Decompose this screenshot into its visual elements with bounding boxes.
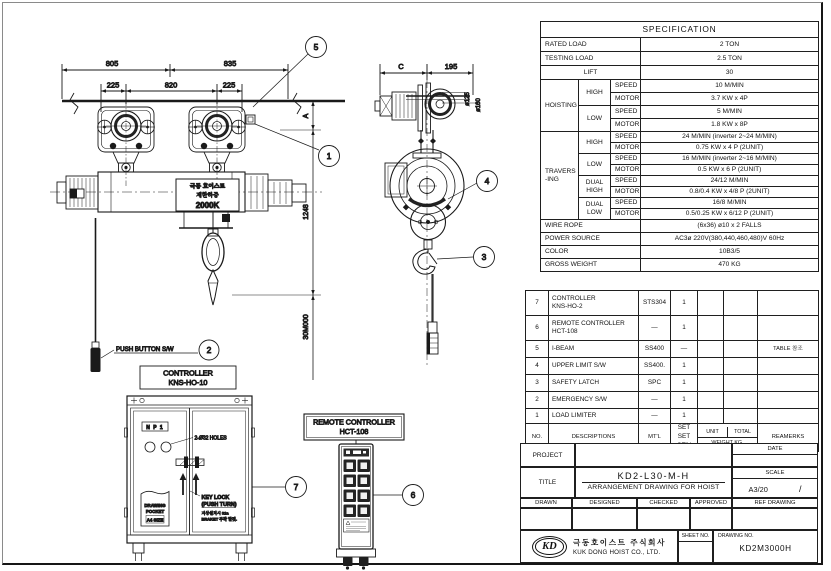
drawing-title-cell	[575, 467, 732, 498]
parts-row	[526, 341, 819, 358]
parts-unit-weight	[698, 409, 724, 424]
parts-description: I-BEAM	[549, 341, 639, 358]
controller-handle	[176, 457, 204, 469]
parts-material: —	[639, 409, 671, 424]
spec-cell: HIGH	[579, 80, 611, 106]
drawing-no-label: DRAWING NO.	[718, 533, 754, 539]
parts-total-weight	[724, 291, 758, 316]
front-dim-row-top	[62, 59, 288, 99]
remote-controller-detail	[293, 406, 426, 570]
controller-title-line2: KNS-HO-10	[168, 378, 208, 387]
remote-base	[337, 549, 376, 570]
drawn-label: DRAWN	[520, 498, 572, 508]
parts-total-weight	[724, 358, 758, 375]
parts-material: SS400.	[639, 358, 671, 375]
parts-row	[526, 392, 819, 409]
spec-cell: LOW	[579, 106, 611, 132]
dim-c: C	[398, 62, 404, 71]
spec-cell: 0.8/0.4 KW x 4/8 P (2UNIT)	[641, 187, 819, 198]
svg-text:5: 5	[313, 42, 319, 52]
parts-remark	[758, 392, 819, 409]
side-drum	[385, 149, 464, 223]
designed-signature	[572, 508, 637, 530]
controller-keylock	[180, 473, 237, 522]
svg-text:POCKET: POCKET	[145, 509, 165, 514]
parts-description: REMOTE CONTROLLER HCT-108	[549, 316, 639, 341]
keylock-line1: KEY LOCK	[201, 495, 230, 501]
spec-cell: 10 M/MIN	[641, 80, 819, 93]
spec-cell: TRAVERS -ING	[541, 132, 579, 220]
parts-unit-weight	[698, 392, 724, 409]
parts-total-weight	[724, 375, 758, 392]
spec-cell: 3.7 KW x 4P	[641, 93, 819, 106]
spec-cell: HOISTING	[541, 80, 579, 132]
parts-no: 6	[526, 316, 549, 341]
title-divider	[582, 482, 725, 483]
spec-cell: MOTOR	[611, 119, 641, 132]
drawing-no-value: KD2M3000H	[739, 544, 792, 553]
dim-835: 835	[223, 59, 237, 68]
hook-block	[179, 212, 233, 305]
controller-note-line1: 지상설치시 32a	[201, 510, 229, 516]
svg-text:DRAWING: DRAWING	[144, 503, 166, 508]
parts-total-weight	[724, 316, 758, 341]
date-cell	[732, 443, 818, 467]
balloon-3	[437, 247, 495, 268]
approved-label: APPROVED	[690, 498, 732, 508]
parts-material: STS304	[639, 291, 671, 316]
remote-title-line1: REMOTE CONTROLLER	[313, 417, 395, 427]
project-value	[575, 443, 732, 467]
side-pendant-cable	[427, 274, 438, 354]
spec-cell: 16/8 M/MIN	[641, 198, 819, 209]
dim-820: 820	[164, 80, 178, 90]
spec-cell: LOW	[579, 154, 611, 176]
spec-cell: HIGH	[579, 132, 611, 154]
checked-label: CHECKED	[637, 498, 690, 508]
spec-cell: SPEED	[611, 80, 641, 93]
controller-title-line1: CONTROLLER	[163, 368, 213, 378]
parts-description: SAFETY LATCH	[549, 375, 639, 392]
dim-225-left: 225	[106, 80, 120, 90]
remote-title-line2: HCT-108	[339, 427, 369, 436]
parts-description: EMERGENCY S/W	[549, 392, 639, 409]
parts-description: UPPER LIMIT S/W	[549, 358, 639, 375]
parts-header-remarks: REAMERKS	[758, 424, 819, 452]
spec-cell: MOTOR	[611, 187, 641, 198]
balloon-5	[253, 37, 327, 108]
spec-cell: 2.5 TON	[641, 52, 819, 66]
side-dim-row	[380, 62, 473, 95]
dim-1248: 1248	[303, 204, 310, 220]
parts-row	[526, 291, 819, 316]
controller-cabinet	[125, 396, 255, 561]
title-label: TITLE	[520, 467, 575, 498]
parts-header-desc: DESCRIPTIONS	[549, 424, 639, 452]
date-label: DATE	[733, 444, 817, 455]
company-name-kr: 극동호이스트 주식회사	[572, 537, 667, 547]
load-limiter-sensor	[246, 115, 319, 150]
parts-remark	[758, 316, 819, 341]
spec-cell: (6x36) ø10 x 2 FALLS	[641, 220, 819, 233]
parts-description: CONTROLLER KNS-HO-2	[549, 291, 639, 316]
parts-unit-weight	[698, 316, 724, 341]
parts-unit-weight	[698, 341, 724, 358]
parts-remark: TABLE 참조	[758, 341, 819, 358]
spec-cell: COLOR	[541, 246, 641, 259]
parts-total-weight	[724, 409, 758, 424]
scale-value: A3/20	[748, 484, 768, 494]
parts-remark	[758, 358, 819, 375]
side-view	[365, 48, 515, 373]
spec-cell: 24 M/MIN (inverter 2~24 M/MIN)	[641, 132, 819, 143]
parts-header-no: NO.	[526, 424, 549, 452]
parts-no: 4	[526, 358, 549, 375]
balloon-4	[448, 171, 498, 200]
spec-cell: MOTOR	[611, 209, 641, 220]
keylock-line2: (PUSH TURN)	[201, 502, 237, 508]
dim-d160: ø160	[476, 98, 482, 112]
scale-label: SCALE	[733, 468, 817, 479]
front-view	[40, 28, 352, 384]
parts-qty: 1	[671, 375, 698, 392]
spec-cell: WIRE ROPE	[541, 220, 641, 233]
drawing-no-cell	[713, 530, 818, 563]
nameplate-line2: 제한하중	[196, 193, 219, 199]
nameplate-capacity: 2000K	[195, 201, 220, 210]
controller-np-label	[142, 422, 168, 431]
drawing-pocket	[141, 491, 169, 526]
remote-title-box	[304, 414, 404, 440]
parts-qty: 1	[671, 291, 698, 316]
parts-row	[526, 358, 819, 375]
parts-no: 5	[526, 341, 549, 358]
spec-cell: 1.8 KW x 8P	[641, 119, 819, 132]
sheet-no-label: SHEET NO.	[679, 531, 712, 542]
pendant-cable	[91, 218, 199, 372]
checked-signature	[637, 508, 690, 530]
title-block	[520, 443, 818, 563]
parts-no: 7	[526, 291, 549, 316]
spec-cell: MOTOR	[611, 93, 641, 106]
controller-detail	[118, 356, 313, 564]
parts-list-table	[525, 290, 819, 452]
parts-no: 1	[526, 409, 549, 424]
parts-header-qty: SET SET	[671, 424, 698, 452]
spec-cell: 5 M/MIN	[641, 106, 819, 119]
scale-cell	[732, 467, 818, 498]
parts-unit-weight	[698, 291, 724, 316]
spec-cell: MOTOR	[611, 165, 641, 176]
spec-cell: 24/12 M/MIN	[641, 176, 819, 187]
spec-cell: DUAL LOW	[579, 198, 611, 220]
svg-text:6: 6	[410, 490, 416, 500]
svg-text:1: 1	[326, 151, 332, 161]
parts-material: —	[639, 316, 671, 341]
nameplate-line1: 극동 호이스트	[189, 184, 226, 190]
svg-text:2: 2	[206, 345, 212, 355]
parts-header-mtl: MT'L	[639, 424, 671, 452]
parts-qty: 1	[671, 392, 698, 409]
spec-cell: POWER SOURCE	[541, 233, 641, 246]
spec-cell: GROSS WEIGHT	[541, 259, 641, 272]
svg-text:7: 7	[293, 482, 299, 492]
spec-cell: SPEED	[611, 176, 641, 187]
svg-text:N P 1: N P 1	[146, 424, 164, 431]
company-name-en: KUK DONG HOIST CO., LTD.	[572, 549, 661, 557]
holes-note: 2-Ø32 HOLES	[194, 435, 227, 442]
specification-table	[540, 21, 819, 272]
side-sheave-hook	[411, 205, 446, 275]
spec-cell: 10B3/5	[641, 246, 819, 259]
controller-note-line2: BRAKET 부착 할것.	[201, 516, 237, 522]
parts-qty: —	[671, 341, 698, 358]
spec-cell: TESTING LOAD	[541, 52, 641, 66]
spec-cell: DUAL HIGH	[579, 176, 611, 198]
dim-805: 805	[105, 59, 119, 68]
side-trolley	[375, 83, 470, 133]
svg-text:4: 4	[484, 176, 490, 186]
spec-cell: 16 M/MIN (inverter 2~16 M/MIN)	[641, 154, 819, 165]
controller-holes	[145, 436, 227, 453]
push-button-label: PUSH BUTTON S/W	[116, 346, 174, 353]
spec-cell: MOTOR	[611, 143, 641, 154]
spec-cell: SPEED	[611, 132, 641, 143]
company-logo: KD	[532, 536, 567, 558]
spec-cell: SPEED	[611, 198, 641, 209]
balloon-6	[373, 485, 424, 506]
trolley-right	[189, 100, 246, 186]
parts-material: SS400	[639, 341, 671, 358]
spec-cell: 0.75 KW x 4 P (2UNIT)	[641, 143, 819, 154]
dim-30m: 30M000	[303, 314, 310, 340]
parts-description: LOAD LIMITER	[549, 409, 639, 424]
spec-cell: LIFT	[541, 66, 641, 80]
parts-qty: 1	[671, 316, 698, 341]
parts-row	[526, 409, 819, 424]
parts-no: 3	[526, 375, 549, 392]
hoist-nameplate	[176, 179, 239, 211]
sheet-no-cell	[678, 530, 713, 563]
spec-cell: AC3ø 220V(380,440,460,480)V 60Hz	[641, 233, 819, 246]
parts-qty: 1	[671, 409, 698, 424]
balloon-1	[319, 146, 340, 167]
dim-a: A	[303, 113, 310, 119]
drawn-signature	[520, 508, 572, 530]
model-number: KD2-L30-M-H	[617, 471, 690, 481]
parts-row	[526, 316, 819, 341]
parts-total-weight	[724, 392, 758, 409]
remote-warning-label	[344, 519, 370, 532]
parts-remark	[758, 291, 819, 316]
drawing-title: ARRANGEMENT DRAWING FOR HOIST	[587, 484, 720, 491]
dim-225-right: 225	[222, 80, 236, 90]
controller-title-box	[140, 366, 236, 389]
dim-195: 195	[444, 62, 458, 71]
ref-drawing-label: REF DRAWING	[732, 498, 818, 508]
parts-no: 2	[526, 392, 549, 409]
parts-unit-weight	[698, 358, 724, 375]
parts-unit-weight	[698, 375, 724, 392]
spec-cell: 30	[641, 66, 819, 80]
spec-cell: 0.5 KW x 6 P (2UNIT)	[641, 165, 819, 176]
parts-material: SPC	[639, 375, 671, 392]
scale-extra: /	[798, 484, 802, 494]
parts-row	[526, 375, 819, 392]
spec-title: SPECIFICATION	[541, 22, 819, 38]
designed-label: DESIGNED	[572, 498, 637, 508]
trolley-left	[98, 100, 155, 186]
dim-d125: ø125	[465, 92, 471, 106]
parts-total-weight	[724, 341, 758, 358]
company-cell	[520, 530, 678, 563]
spec-cell: 0.5/0.25 KW x 6/12 P (2UNIT)	[641, 209, 819, 220]
remote-buttons	[344, 460, 371, 518]
approved-signature	[690, 508, 732, 530]
svg-text:A4 SIZE: A4 SIZE	[146, 517, 164, 523]
parts-qty: 1	[671, 358, 698, 375]
parts-header-weight: UNIT TOTAL	[698, 424, 758, 452]
spec-cell: 470 KG	[641, 259, 819, 272]
spec-cell: SPEED	[611, 154, 641, 165]
spec-cell: RATED LOAD	[541, 38, 641, 52]
parts-remark	[758, 375, 819, 392]
project-label: PROJECT	[520, 443, 575, 467]
parts-material: —	[639, 392, 671, 409]
spec-cell: 2 TON	[641, 38, 819, 52]
spec-cell: SPEED	[611, 106, 641, 119]
svg-text:3: 3	[481, 252, 487, 262]
parts-remark	[758, 409, 819, 424]
ref-drawing-value	[732, 508, 818, 530]
